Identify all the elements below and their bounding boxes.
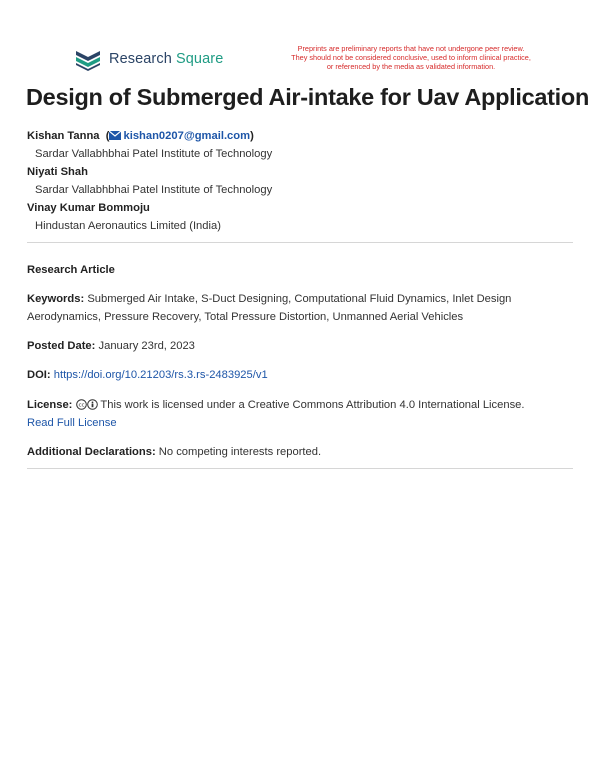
doi-section	[27, 366, 573, 384]
author-affiliation: Sardar Vallabhbhai Patel Institute of Technology	[35, 148, 273, 160]
declarations-section	[27, 443, 573, 461]
declarations-label: Additional Declarations:	[27, 446, 156, 458]
read-full-license-link[interactable]: Read Full License	[27, 417, 117, 429]
preprint-disclaimer	[271, 44, 551, 71]
license-section	[27, 396, 573, 432]
license-label: License:	[27, 399, 73, 411]
posted-date-label: Posted Date:	[27, 340, 96, 352]
svg-text:cc: cc	[77, 402, 85, 409]
research-square-logo[interactable]	[74, 47, 223, 71]
research-square-logo-icon	[74, 47, 102, 71]
author-name-text: Kishan Tanna	[27, 130, 100, 142]
posted-date-section	[27, 337, 573, 355]
logo-word-research: Research	[109, 51, 172, 67]
logo-word-square: Square	[176, 51, 224, 67]
posted-date-value: January 23rd, 2023	[98, 340, 195, 352]
article-type	[27, 261, 573, 279]
disclaimer-line: They should not be considered conclusive, used to inform clinical practice,	[291, 53, 531, 62]
author-email-link[interactable]: kishan0207@gmail.com	[123, 130, 251, 142]
paper-title: Design of Submerged Air-intake for Uav Application	[26, 84, 589, 110]
author-affiliation: Sardar Vallabhbhai Patel Institute of Technology	[35, 184, 273, 196]
author-name: Vinay Kumar Bommoju	[27, 202, 150, 214]
author-name: Niyati Shah	[27, 166, 88, 178]
doi-label: DOI:	[27, 369, 51, 381]
keywords-label: Keywords:	[27, 293, 85, 305]
disclaimer-line: or referenced by the media as validated information.	[326, 62, 496, 71]
license-text: This work is licensed under a Creative Commons Attribution 4.0 International License.	[100, 399, 525, 411]
divider	[27, 468, 573, 469]
divider	[27, 242, 573, 243]
author-affiliation: Hindustan Aeronautics Limited (India)	[35, 220, 221, 232]
declarations-text: No competing interests reported.	[158, 446, 322, 458]
doi-link[interactable]: https://doi.org/10.21203/rs.3.rs-2483925/v1	[53, 369, 268, 381]
logo-text	[109, 51, 223, 67]
keywords-text: Submerged Air Intake, S-Duct Designing, Computational Fluid Dynamics, Inlet Design Aerodynamics, Pressure Recovery, Total Pressure Distortion, Unmanned Aerial Vehicles	[27, 293, 512, 323]
article-type-label: Research Article	[27, 264, 115, 276]
creative-commons-icon[interactable]	[76, 399, 87, 410]
envelope-icon	[109, 131, 121, 140]
keywords-section	[27, 290, 573, 326]
author-list	[27, 127, 577, 235]
attribution-icon[interactable]	[87, 399, 98, 410]
header	[74, 44, 574, 78]
disclaimer-line: Preprints are preliminary reports that have not undergone peer review.	[297, 44, 525, 53]
author-name: Kishan Tanna ( kishan0207@gmail.com)	[27, 130, 254, 142]
